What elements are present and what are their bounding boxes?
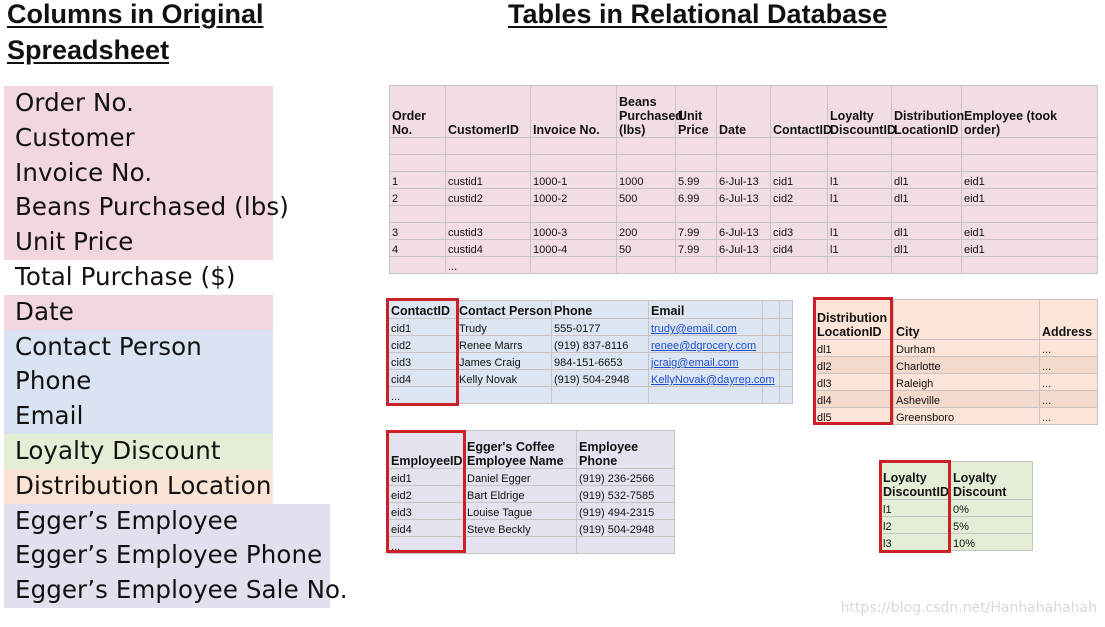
loyaltydiscountid-key-highlight — [879, 460, 951, 553]
column-header: Employee (took order) — [962, 86, 1098, 138]
table-cell: l1 — [828, 223, 892, 240]
employeeid-key-highlight — [386, 430, 466, 553]
table-cell — [962, 257, 1098, 274]
original-column-item: Date — [4, 295, 273, 330]
table-cell — [617, 155, 676, 172]
table-cell — [457, 387, 552, 404]
table-cell: 1000-1 — [531, 172, 617, 189]
table-cell — [446, 206, 531, 223]
table-cell: (919) 236-2566 — [577, 469, 675, 486]
column-header: Loyalty Discount — [951, 462, 1033, 500]
table-cell — [617, 206, 676, 223]
table-cell: eid1 — [962, 223, 1098, 240]
original-columns-list — [4, 86, 348, 608]
table-cell: cid1 — [389, 319, 457, 336]
table-cell — [763, 336, 780, 353]
table-cell: James Craig — [457, 353, 552, 370]
table-cell: l1 — [828, 240, 892, 257]
original-column-item: Email — [4, 399, 273, 434]
original-column-item: Loyalty Discount — [4, 434, 273, 469]
table-cell: eid1 — [962, 172, 1098, 189]
table-cell: ... — [446, 257, 531, 274]
table-cell: 6-Jul-13 — [717, 223, 771, 240]
table-cell: dl5 — [815, 408, 894, 425]
table-cell — [531, 206, 617, 223]
table-cell: Renee Marrs — [457, 336, 552, 353]
table-cell: cid4 — [771, 240, 828, 257]
table-cell: cid3 — [771, 223, 828, 240]
table-cell: l3 — [881, 534, 951, 551]
table-cell — [717, 138, 771, 155]
table-cell: (919) 494-2315 — [577, 503, 675, 520]
table-cell — [390, 206, 446, 223]
table-cell: dl1 — [815, 340, 894, 357]
table-cell — [763, 353, 780, 370]
table-cell: cid2 — [389, 336, 457, 353]
table-cell: 1000-2 — [531, 189, 617, 206]
table-cell: Raleigh — [894, 374, 1040, 391]
table-cell — [531, 257, 617, 274]
table-cell: l1 — [881, 500, 951, 517]
table-cell: eid3 — [389, 503, 465, 520]
table-cell — [465, 537, 577, 554]
column-header: Phone — [552, 301, 649, 319]
table-cell: eid2 — [389, 486, 465, 503]
table-cell — [780, 319, 793, 336]
table-cell: 5% — [951, 517, 1033, 534]
email-link[interactable]: jcraig@email.com — [651, 357, 739, 369]
table-cell — [892, 155, 962, 172]
table-cell: 7.99 — [676, 223, 717, 240]
table-cell: dl4 — [815, 391, 894, 408]
orders-table — [389, 85, 1098, 274]
column-header: Employee Phone — [577, 431, 675, 469]
table-cell — [676, 138, 717, 155]
table-cell: Louise Tague — [465, 503, 577, 520]
table-cell: custid3 — [446, 223, 531, 240]
original-column-item: Beans Purchased (lbs) — [4, 190, 273, 225]
table-cell — [676, 155, 717, 172]
table-cell: 4 — [390, 240, 446, 257]
table-cell: 7.99 — [676, 240, 717, 257]
table-cell — [676, 206, 717, 223]
table-cell: (919) 504-2948 — [577, 520, 675, 537]
table-cell: 6-Jul-13 — [717, 172, 771, 189]
table-cell — [771, 206, 828, 223]
table-cell — [962, 138, 1098, 155]
table-cell: (919) 504-2948 — [552, 370, 649, 387]
table-cell — [531, 138, 617, 155]
table-cell: (919) 837-8116 — [552, 336, 649, 353]
column-header: CustomerID — [446, 86, 531, 138]
column-header: Loyalty DiscountID — [881, 462, 951, 500]
table-cell — [577, 537, 675, 554]
table-cell: ... — [389, 387, 457, 404]
table-cell: cid4 — [389, 370, 457, 387]
column-header: ContactID — [389, 301, 457, 319]
table-cell: 50 — [617, 240, 676, 257]
original-column-item: Customer — [4, 121, 273, 156]
table-cell: ... — [1040, 408, 1098, 425]
column-header: City — [894, 300, 1040, 340]
table-cell: cid1 — [771, 172, 828, 189]
table-cell: l2 — [881, 517, 951, 534]
table-cell: dl1 — [892, 172, 962, 189]
table-cell: 1 — [390, 172, 446, 189]
table-cell: custid4 — [446, 240, 531, 257]
table-cell — [446, 138, 531, 155]
right-heading: Tables in Relational Database — [508, 0, 888, 29]
table-cell — [552, 387, 649, 404]
table-cell — [780, 336, 793, 353]
table-cell — [717, 155, 771, 172]
table-cell — [828, 257, 892, 274]
table-cell: Bart Eldrige — [465, 486, 577, 503]
table-cell — [649, 387, 763, 404]
original-column-item: Total Purchase ($) — [15, 261, 236, 291]
column-header: Distribution LocationID — [892, 86, 962, 138]
table-cell: Kelly Novak — [457, 370, 552, 387]
table-cell — [771, 257, 828, 274]
original-column-item: Contact Person — [4, 330, 273, 365]
table-cell: 1000-4 — [531, 240, 617, 257]
table-cell: eid1 — [389, 469, 465, 486]
original-column-item: Phone — [4, 364, 273, 399]
table-cell — [446, 155, 531, 172]
contactid-key-highlight — [386, 298, 459, 406]
table-row — [390, 189, 1098, 206]
orders_table-header-row — [390, 86, 1098, 138]
column-header — [780, 301, 793, 319]
email-link[interactable]: KellyNovak@dayrep.com — [651, 374, 775, 386]
table-cell: dl2 — [815, 357, 894, 374]
column-header: EmployeeID — [389, 431, 465, 469]
table-row — [390, 172, 1098, 189]
table-cell — [717, 206, 771, 223]
table-cell: Durham — [894, 340, 1040, 357]
email-link[interactable]: trudy@email.com — [651, 323, 737, 335]
column-header: Contact Person — [457, 301, 552, 319]
table-cell: 1000-3 — [531, 223, 617, 240]
table-cell — [780, 370, 793, 387]
column-header: Loyalty DiscountID — [828, 86, 892, 138]
table-cell — [649, 353, 763, 370]
table-cell: custid2 — [446, 189, 531, 206]
table-cell — [649, 336, 763, 353]
original-column-item: Invoice No. — [4, 156, 273, 191]
column-header: Date — [717, 86, 771, 138]
table-cell: 984-151-6653 — [552, 353, 649, 370]
table-cell: eid1 — [962, 189, 1098, 206]
table-cell: eid4 — [389, 520, 465, 537]
table-cell — [763, 387, 780, 404]
table-cell — [771, 138, 828, 155]
table-cell: 6-Jul-13 — [717, 240, 771, 257]
table-cell: 6-Jul-13 — [717, 189, 771, 206]
table-cell: l1 — [828, 172, 892, 189]
table-cell: 10% — [951, 534, 1033, 551]
table-cell: custid1 — [446, 172, 531, 189]
table-row — [390, 155, 1098, 172]
table-row — [390, 206, 1098, 223]
table-cell: ... — [1040, 340, 1098, 357]
table-cell: ... — [389, 537, 465, 554]
table-cell — [649, 370, 775, 387]
table-cell — [617, 138, 676, 155]
table-cell — [780, 387, 793, 404]
table-cell — [531, 155, 617, 172]
left-heading-line2: Spreadsheet — [7, 35, 170, 65]
table-cell: Steve Beckly — [465, 520, 577, 537]
table-cell: 2 — [390, 189, 446, 206]
original-column-item: Distribution Location — [4, 469, 273, 504]
table-row — [390, 257, 1098, 274]
column-header: ContactID — [771, 86, 828, 138]
table-cell: Asheville — [894, 391, 1040, 408]
table-cell: 0% — [951, 500, 1033, 517]
table-cell: 555-0177 — [552, 319, 649, 336]
locationid-key-highlight — [813, 297, 893, 425]
table-cell: Trudy — [457, 319, 552, 336]
column-header: Address — [1040, 300, 1098, 340]
table-cell: Greensboro — [894, 408, 1040, 425]
table-cell: Charlotte — [894, 357, 1040, 374]
original-column-item: Unit Price — [4, 225, 273, 260]
table-cell — [649, 319, 763, 336]
table-cell: ... — [1040, 357, 1098, 374]
table-cell: 200 — [617, 223, 676, 240]
table-cell — [390, 138, 446, 155]
table-cell — [617, 257, 676, 274]
original-column-item: Egger’s Employee Phone — [4, 538, 330, 573]
email-link[interactable]: renee@dgrocery.com — [651, 340, 757, 352]
watermark: https://blog.csdn.net/Hanhahahahah — [840, 600, 1097, 616]
column-header: Order No. — [390, 86, 446, 138]
table-cell — [763, 319, 780, 336]
table-cell: ... — [1040, 374, 1098, 391]
original-column-item: Egger’s Employee Sale No. — [4, 573, 330, 608]
column-header: Unit Price — [676, 86, 717, 138]
table-cell: dl1 — [892, 240, 962, 257]
table-cell: cid2 — [771, 189, 828, 206]
table-cell — [892, 257, 962, 274]
table-cell: 6.99 — [676, 189, 717, 206]
table-cell: 500 — [617, 189, 676, 206]
table-cell: dl3 — [815, 374, 894, 391]
table-cell: ... — [1040, 391, 1098, 408]
table-row — [390, 138, 1098, 155]
column-header: Beans Purchased (lbs) — [617, 86, 676, 138]
table-cell: l1 — [828, 189, 892, 206]
table-cell: dl1 — [892, 189, 962, 206]
table-cell — [390, 257, 446, 274]
table-cell: 5.99 — [676, 172, 717, 189]
table-cell: Daniel Egger — [465, 469, 577, 486]
column-header: Invoice No. — [531, 86, 617, 138]
table-cell: cid3 — [389, 353, 457, 370]
original-column-item: Order No. — [4, 86, 273, 121]
table-cell — [892, 138, 962, 155]
table-row — [390, 240, 1098, 257]
column-header: Distribution LocationID — [815, 300, 894, 340]
table-cell: 3 — [390, 223, 446, 240]
table-cell — [780, 353, 793, 370]
column-header — [763, 301, 780, 319]
table-cell — [828, 155, 892, 172]
table-cell: (919) 532-7585 — [577, 486, 675, 503]
table-cell — [962, 155, 1098, 172]
table-cell: dl1 — [892, 223, 962, 240]
left-heading-line1: Columns in Original — [7, 0, 264, 29]
original-column-item: Egger’s Employee — [4, 504, 330, 539]
table-row — [390, 223, 1098, 240]
table-cell — [892, 206, 962, 223]
column-header: Email — [649, 301, 763, 319]
column-header: Egger's Coffee Employee Name — [465, 431, 577, 469]
table-cell: 1000 — [617, 172, 676, 189]
table-cell — [676, 257, 717, 274]
table-cell — [962, 206, 1098, 223]
table-cell: eid1 — [962, 240, 1098, 257]
table-cell — [771, 155, 828, 172]
table-cell — [828, 206, 892, 223]
table-cell — [828, 138, 892, 155]
table-cell — [717, 257, 771, 274]
table-cell — [390, 155, 446, 172]
